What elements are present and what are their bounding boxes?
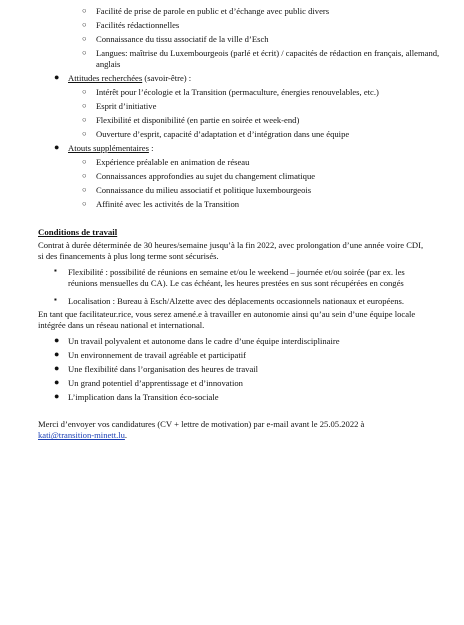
list-item: ○ Flexibilité et disponibilité (en partie en soirée et week-end) bbox=[82, 115, 300, 125]
autonomy-paragraph: En tant que facilitateur.rice, vous serez amené.e à travailler en autonomie ainsi qu’au sein d’une équipe locale intégrée dans un réseau national et international. bbox=[38, 309, 416, 331]
list-item: ▪ Flexibilité : possibilité de réunions en semaine et/ou le weekend – journée et/ou soirée (par ex. les réunions mensuelles du CA). Le cas échéant, les heures prestées en sus sont récupérées en congés bbox=[54, 266, 405, 289]
list-item: ○ Affinité avec les activités de la Transition bbox=[82, 199, 240, 209]
bullet-icon: ● bbox=[54, 377, 60, 387]
square-bullet-icon: ▪ bbox=[54, 266, 57, 275]
list-item: ○ Ouverture d’esprit, capacité d’adaptation et d’intégration dans une équipe bbox=[82, 129, 350, 139]
list-item: ● Une flexibilité dans l’organisation des heures de travail bbox=[54, 363, 259, 374]
circle-bullet-icon: ○ bbox=[82, 129, 87, 138]
email-link[interactable]: kati@transition-minett.lu bbox=[38, 430, 125, 441]
list-item: ○ Langues: maîtrise du Luxembourgeois (parlé et écrit) / capacités de rédaction en français, allemand, anglais bbox=[82, 48, 440, 70]
list-item: ● Un travail polyvalent et autonome dans le cadre d’une équipe interdisciplinaire bbox=[54, 335, 340, 346]
list-item: ○ Expérience préalable en animation de réseau bbox=[82, 157, 250, 167]
circle-bullet-icon: ○ bbox=[82, 6, 87, 15]
list-item: ○ Facilité de prise de parole en public et d’échange avec public divers bbox=[82, 6, 330, 16]
circle-bullet-icon: ○ bbox=[82, 48, 87, 57]
list-item: ○ Facilités rédactionnelles bbox=[82, 20, 180, 30]
circle-bullet-icon: ○ bbox=[82, 87, 87, 96]
square-bullet-icon: ▪ bbox=[54, 295, 57, 304]
conditions-intro: Contrat à durée déterminée de 30 heures/semaine jusqu’à la fin 2022, avec prolongation d’une année voire CDI, si des financements à plus long terme sont sécurisés. bbox=[38, 240, 424, 262]
bullet-icon: ● bbox=[54, 142, 60, 152]
list-item: ○ Connaissances approfondies au sujet du changement climatique bbox=[82, 171, 316, 181]
closing-paragraph: Merci d’envoyer vos candidatures (CV + lettre de motivation) par e-mail avant le 25.05.2022 à kati@transition-minett.lu. bbox=[38, 419, 365, 441]
atouts-heading: ● Atouts supplémentaires : bbox=[54, 142, 154, 153]
bullet-icon: ● bbox=[54, 363, 60, 373]
bullet-icon: ● bbox=[54, 72, 60, 82]
bullet-icon: ● bbox=[54, 391, 60, 401]
list-item: ○ Intérêt pour l’écologie et la Transition (permaculture, énergies renouvelables, etc.) bbox=[82, 87, 379, 97]
circle-bullet-icon: ○ bbox=[82, 20, 87, 29]
list-item: ● Un environnement de travail agréable et participatif bbox=[54, 349, 247, 360]
circle-bullet-icon: ○ bbox=[82, 34, 87, 43]
list-item: ○ Esprit d’initiative bbox=[82, 101, 157, 111]
conditions-title: Conditions de travail bbox=[38, 227, 118, 237]
circle-bullet-icon: ○ bbox=[82, 171, 87, 180]
circle-bullet-icon: ○ bbox=[82, 185, 87, 194]
bullet-icon: ● bbox=[54, 335, 60, 345]
bullet-icon: ● bbox=[54, 349, 60, 359]
list-item: ● L’implication dans la Transition éco-sociale bbox=[54, 391, 219, 402]
list-item: ○ Connaissance du tissu associatif de la ville d’Esch bbox=[82, 34, 269, 44]
list-item: ▪ Localisation : Bureau à Esch/Alzette avec des déplacements occasionnels nationaux et européens. bbox=[54, 295, 404, 306]
circle-bullet-icon: ○ bbox=[82, 157, 87, 166]
list-item: ● Un grand potentiel d’apprentissage et d’innovation bbox=[54, 377, 243, 388]
attitudes-heading: ● Attitudes recherchées (savoir-être) : bbox=[54, 72, 192, 83]
list-item: ○ Connaissance du milieu associatif et politique luxembourgeois bbox=[82, 185, 312, 195]
circle-bullet-icon: ○ bbox=[82, 115, 87, 124]
circle-bullet-icon: ○ bbox=[82, 199, 87, 208]
circle-bullet-icon: ○ bbox=[82, 101, 87, 110]
